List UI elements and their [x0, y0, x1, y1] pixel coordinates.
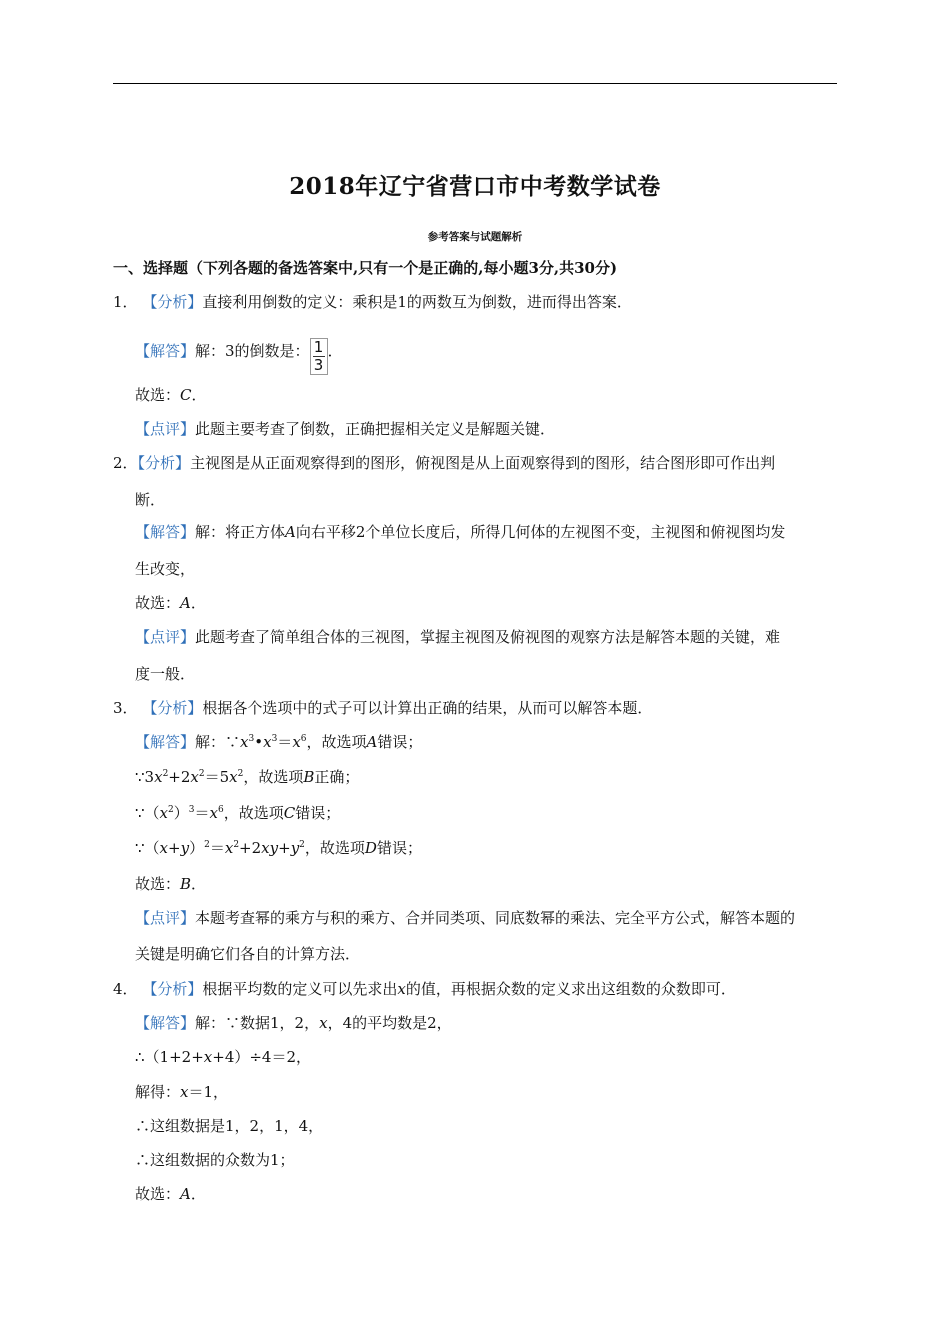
q3-line-text: ∵（	[135, 804, 160, 822]
fraction-denominator: 3	[313, 356, 324, 374]
analysis-tag: 【分析】	[142, 293, 203, 311]
q3-line-text: ，故选项	[306, 733, 367, 751]
analysis-tag: 【分析】	[142, 699, 203, 717]
analysis-tag: 【分析】	[137, 454, 191, 472]
q4-answer-text-b: ，4的平均数是2，	[327, 1014, 452, 1032]
q4-answer	[135, 1013, 452, 1033]
q4-analysis-text-b: 的值，再根据众数的定义求出这组数的众数即可．	[405, 980, 736, 998]
q2-choice	[135, 593, 206, 613]
q1-number: 1．	[113, 293, 138, 311]
choice-end: ．	[191, 875, 207, 893]
variable: x	[180, 1083, 189, 1101]
choice-prefix: 故选：	[135, 386, 181, 404]
q2-comment-cont: 度一般．	[135, 665, 196, 683]
option-letter: A	[366, 733, 378, 751]
q2-answer-text-b: 向右平移2个单位长度后，所得几何体的左视图不变，主视图和俯视图均发	[295, 523, 786, 541]
section-heading: 一、选择题（下列各题的备选答案中,只有一个是正确的,每小题3分,共30分)	[113, 259, 618, 277]
choice-end: ．	[190, 1185, 206, 1203]
q1-choice	[135, 385, 207, 405]
q3-line-text: ，故选项	[243, 768, 304, 786]
comment-tag: 【点评】	[135, 420, 196, 438]
answer-tag: 【解答】	[135, 1014, 196, 1032]
q4-step-text: ∴（1+2+	[135, 1048, 204, 1066]
q3-answer: 【解答】解：$\because x^3•x^3=x^6$，故选项A错误；	[135, 733, 423, 751]
q3-line-b: $\because 3x^2+2x^2=5x^2$，故选项B正确；	[135, 768, 360, 786]
verdict-text: 正确；	[314, 768, 360, 786]
page-title: 2018年辽宁省营口市中考数学试卷	[289, 173, 661, 200]
answer-tag: 【解答】	[135, 342, 196, 360]
variable: A	[285, 523, 296, 541]
comment-tag: 【点评】	[135, 628, 196, 646]
q4-step3: ∴这组数据是1，2，1，4，	[135, 1117, 324, 1135]
verdict-text: 错误；	[295, 804, 341, 822]
q4-step2	[135, 1082, 228, 1102]
q3-choice	[135, 874, 206, 894]
q4-number: 4．	[113, 980, 138, 998]
q3-analysis	[113, 698, 652, 718]
option-letter: D	[364, 839, 377, 857]
q3-line-text: ∵3	[135, 768, 155, 786]
q4-step-text-b: ＝1，	[188, 1083, 229, 1101]
q1-analysis	[113, 292, 632, 312]
q4-analysis-text: 根据平均数的定义可以先求出	[202, 980, 398, 998]
q2-analysis-cont: 断．	[135, 491, 166, 509]
header-rule	[113, 83, 837, 84]
q2-number: 2．	[113, 454, 138, 472]
fraction-one-third	[310, 338, 328, 375]
q3-analysis-text: 根据各个选项中的式子可以计算出正确的结果，从而可以解答本题．	[202, 699, 653, 717]
choice-letter: A	[180, 594, 191, 612]
q1-comment-text: 此题主要考查了倒数，正确把握相关定义是解题关键．	[195, 420, 556, 438]
q3-line-d: $\because(x+y)^2=x^2+2xy+y^2$，故选项D错误；	[135, 839, 422, 857]
answer-tag: 【解答】	[135, 733, 196, 751]
choice-end: ．	[191, 386, 207, 404]
q3-comment-text: 本题考查幂的乘方与积的乘方、合并同类项、同底数幂的乘法、完全平方公式，解答本题的	[195, 909, 796, 927]
q4-step-text: 解得：	[135, 1083, 181, 1101]
q3-line-text: ∵（	[135, 839, 160, 857]
q2-comment-text: 此题考查了简单组合体的三视图，掌握主视图及俯视图的观察方法是解答本题的关键，难	[195, 628, 781, 646]
q2-answer-text: 解：将正方体	[195, 523, 286, 541]
q4-step-text-b: +4）÷4＝2，	[212, 1048, 312, 1066]
option-letter: B	[303, 768, 315, 786]
variable: x	[397, 980, 406, 998]
q1-answer	[135, 338, 343, 375]
comment-tag: 【点评】	[135, 909, 196, 927]
choice-prefix: 故选：	[135, 875, 181, 893]
fraction-numerator: 1	[313, 338, 324, 356]
q3-number: 3．	[113, 699, 138, 717]
q1-answer-text: 解：3的倒数是：	[195, 342, 310, 360]
answer-tag: 【解答】	[135, 523, 196, 541]
q2-comment	[135, 627, 780, 647]
q1-comment	[135, 419, 555, 439]
q2-answer-cont: 生改变，	[135, 560, 196, 578]
q4-analysis	[113, 979, 736, 999]
q3-line-text: ，故选项	[304, 839, 365, 857]
q3-line-text: ，故选项	[223, 804, 284, 822]
q2-analysis	[113, 453, 775, 473]
page-subtitle: 参考答案与试题解析	[427, 231, 523, 243]
q2-answer	[135, 522, 785, 542]
verdict-text: 错误；	[377, 733, 423, 751]
q3-answer-text: 解：∵	[195, 733, 241, 751]
choice-letter: A	[180, 1185, 191, 1203]
q1-analysis-text: 直接利用倒数的定义：乘积是1的两数互为倒数，进而得出答案．	[202, 293, 632, 311]
analysis-tag: 【分析】	[142, 980, 203, 998]
q1-answer-end: ．	[327, 342, 343, 360]
q4-choice	[135, 1184, 206, 1204]
q3-comment-cont: 关键是明确它们各自的计算方法．	[135, 945, 361, 963]
q4-step4: ∴这组数据的众数为1；	[135, 1151, 295, 1169]
option-letter: C	[283, 804, 296, 822]
q2-analysis-text: 主视图是从正面观察得到的图形，俯视图是从上面观察得到的图形，结合图形即可作出判	[190, 454, 776, 472]
variable: x	[319, 1014, 328, 1032]
q4-answer-text: 解：∵数据1，2，	[195, 1014, 320, 1032]
variable: x	[203, 1048, 213, 1066]
choice-prefix: 故选：	[135, 1185, 181, 1203]
choice-prefix: 故选：	[135, 594, 181, 612]
choice-end: ．	[190, 594, 206, 612]
choice-letter: B	[180, 875, 192, 893]
verdict-text: 错误；	[376, 839, 422, 857]
q4-step1	[135, 1047, 311, 1067]
q3-comment	[135, 908, 795, 928]
choice-letter: C	[180, 386, 192, 404]
q3-line-c: $\because(x^2)^3=x^6$，故选项C错误；	[135, 804, 341, 822]
